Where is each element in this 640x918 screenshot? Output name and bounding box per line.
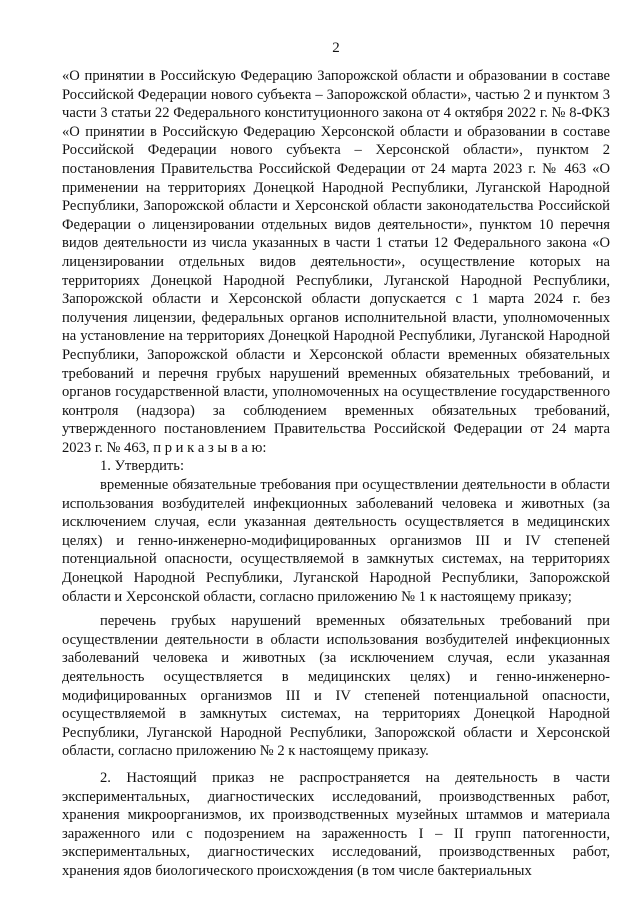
page-number: 2 [332, 40, 340, 56]
paragraph-violations-list: перечень грубых нарушений временных обязательных требований при осуществлении деятельности в области использования возбудителей инфекционных заболеваний человека и животных (за исключением случая, если указанная деятельность осуществляется в медицинских целях) и генно-инженерно-модифицированных организмов III и IV степеней потенциальной опасности, осуществляемой в замкнутых системах, на территориях Донецкой Народной Республики, Луганской Народной Республики, Запорожской области и Херсонской области, согласно приложению № 2 к настоящему приказу. [62, 613, 610, 760]
paragraph-temporary-requirements: временные обязательные требования при осуществлении деятельности в области использования возбудителей инфекционных заболеваний человека и животных (за исключением случая, если указанная деятельность осуществляется в медицинских целях) и генно-инженерно-модифицированных организмов III и IV степеней потенциальной опасности, осуществляемой в замкнутых системах, на территориях Донецкой Народной Республики, Луганской Народной Республики, Запорожской области и Херсонской области, согласно приложению № 1 к настоящему приказу; [62, 477, 610, 605]
paragraph-legal-basis: «О принятии в Российскую Федерацию Запорожской области и образовании в составе Российской Федерации нового субъекта – Запорожской области», частью 2 и пунктом 3 части 3 статьи 22 Федерального конституционного закона от 4 октября 2022 г. № 8-ФКЗ «О принятии в Российскую Федерацию Херсонской области и образовании в составе Российской Федерации нового субъекта – Херсонской области», пунктом 2 постановления Правительства Российской Федерации от 24 марта 2023 г. № 463 «О применении на территориях Донецкой Народной Республики, Луганской Народной Республики, Запорожской области и Херсонской области законодательства Российской Федерации о лицензировании отдельных видов деятельности», пунктом 10 перечня видов деятельности из числа указанных в части 1 статьи 12 Федерального закона «О лицензировании отдельных видов деятельности», осуществление которых на территориях Донецкой Народной Республики, Луганской Народной Республики, Запорожской области и Херсонской области допускается с 1 марта 2024 г. без получения лицензии, федеральных органов исполнительной власти, уполномоченных на установление на территориях Донецкой Народной Республики, Луганской Народной Республики, Запорожской области и Херсонской области временных обязательных требований и перечня грубых нарушений временных обязательных требований, и органов государственной власти, уполномоченных на осуществление государственного контроля (надзора) за соблюдением временных обязательных требований, утвержденного постановлением Правительства Российской Федерации от 24 марта 2023 г. № 463, п р и к а з ы в а ю: [62, 68, 610, 456]
paragraph-approve: 1. Утвердить: [100, 458, 185, 475]
paragraph-exclusions: 2. Настоящий приказ не распространяется на деятельность в части экспериментальных, диагностических исследований, производственных работ, хранения микроорганизмов, их производственных музейных штаммов и материала зараженного или с подозрением на зараженность I – II групп патогенности, экспериментальных, диагностических исследований, производственных работ, хранения ядов биологического происхождения (в том числе бактериальных [62, 769, 610, 879]
